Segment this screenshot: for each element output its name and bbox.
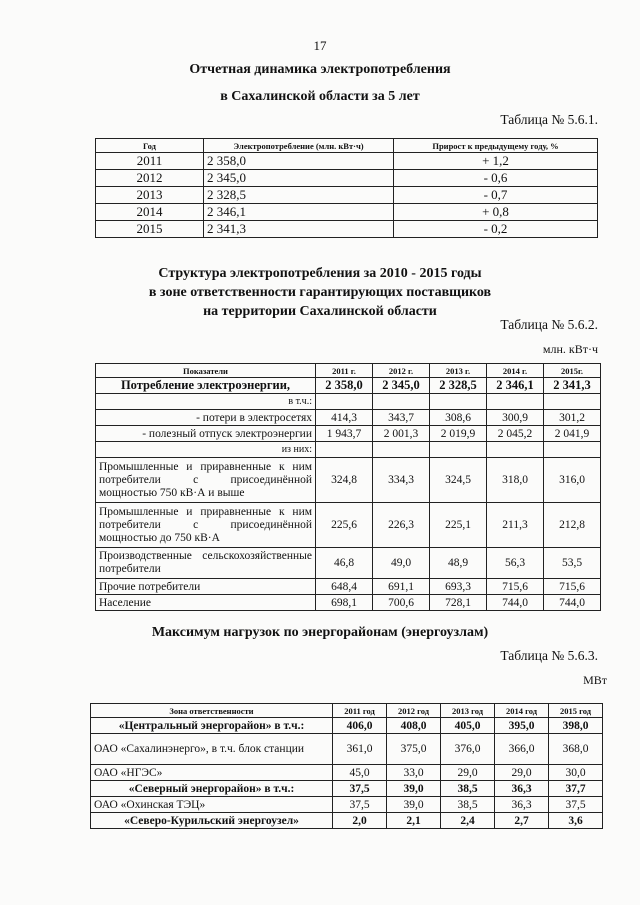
header-cell: 2011 год [333,704,387,718]
value-cell: 648,4 [316,579,373,595]
table-row [91,734,603,765]
value-cell: 308,6 [430,410,487,426]
table2-units: млн. кВт·ч [542,342,598,356]
value-cell: 37,5 [549,797,603,813]
value-cell: 36,3 [495,781,549,797]
value-cell: 300,9 [487,410,544,426]
value-cell: 37,5 [333,797,387,813]
header-cell: 2012 г. [373,364,430,378]
value-cell: 45,0 [333,765,387,781]
value-cell: 33,0 [387,765,441,781]
value-cell [430,442,487,458]
indicator-cell: Потребление электроэнергии, [96,378,316,394]
value-cell: 48,9 [430,548,487,579]
value-cell: 2 328,5 [204,187,394,204]
value-cell: 2 341,3 [544,378,601,394]
value-cell: 301,2 [544,410,601,426]
value-cell: 2 328,5 [430,378,487,394]
header-cell: 2012 год [387,704,441,718]
value-cell: 368,0 [549,734,603,765]
value-cell: 3,6 [549,813,603,829]
header-cell: Показатели [96,364,316,378]
table-row [96,595,601,611]
header-cell: Прирост к предыдущему году, % [394,139,598,153]
value-cell: 715,6 [487,579,544,595]
table-row [96,187,598,204]
value-cell: 334,3 [373,458,430,503]
header-cell: 2014 г. [487,364,544,378]
header-cell: Электропотребление (млн. кВт·ч) [204,139,394,153]
table-row [91,718,603,734]
indicator-cell: Производственные сельскохозяйственные потребители [96,548,316,579]
value-cell [316,394,373,410]
table-row [96,410,601,426]
zone-cell: «Северо-Курильский энергоузел» [91,813,333,829]
growth-cell: - 0,6 [394,170,598,187]
value-cell: 744,0 [544,595,601,611]
value-cell [544,394,601,410]
table-consumption-structure [95,363,601,611]
zone-cell: ОАО «НГЭС» [91,765,333,781]
value-cell: 406,0 [333,718,387,734]
value-cell: 36,3 [495,797,549,813]
table-row [96,378,601,394]
value-cell: 30,0 [549,765,603,781]
zone-cell: ОАО «Сахалинэнерго», в т.ч. блок станции [91,734,333,765]
value-cell: 225,1 [430,503,487,548]
value-cell: 395,0 [495,718,549,734]
value-cell: 2 041,9 [544,426,601,442]
section2-title-line2: в зоне ответственности гарантирующих поставщиков [148,285,492,300]
growth-cell: + 1,2 [394,153,598,170]
value-cell: 691,1 [373,579,430,595]
value-cell: 2 358,0 [204,153,394,170]
zone-cell: «Центральный энергорайон» в т.ч.: [91,718,333,734]
section1-title-line2: в Сахалинской области за 5 лет [220,89,420,104]
indicator-cell: в т.ч.: [96,394,316,410]
zone-cell: ОАО «Охинская ТЭЦ» [91,797,333,813]
value-cell: 2 045,2 [487,426,544,442]
year-cell: 2011 [96,153,204,170]
year-cell: 2013 [96,187,204,204]
indicator-cell: - полезный отпуск электроэнергии [96,426,316,442]
section3-title: Максимум нагрузок по энергорайонам (энергоузлам) [151,625,489,640]
value-cell: 398,0 [549,718,603,734]
table-row [96,394,601,410]
indicator-cell: Население [96,595,316,611]
value-cell: 324,8 [316,458,373,503]
value-cell: 408,0 [387,718,441,734]
indicator-cell: - потери в электросетях [96,410,316,426]
year-cell: 2015 [96,221,204,238]
table-row [96,153,598,170]
value-cell: 46,8 [316,548,373,579]
value-cell: 2 346,1 [487,378,544,394]
table-header-row [96,364,601,378]
section2-title-line3: на территории Сахалинской области [203,304,437,319]
value-cell: 211,3 [487,503,544,548]
value-cell: 324,5 [430,458,487,503]
header-cell: 2013 год [441,704,495,718]
table1-label: Таблица № 5.6.1. [500,112,598,127]
table-row [91,813,603,829]
value-cell [487,394,544,410]
value-cell [430,394,487,410]
table3-units: МВт [583,673,607,687]
indicator-cell: Промышленные и приравненные к ним потребители с присоединённой мощностью 750 кВ·А и выше [96,458,316,503]
value-cell: 700,6 [373,595,430,611]
value-cell: 316,0 [544,458,601,503]
table-row [96,458,601,503]
value-cell: 2 345,0 [373,378,430,394]
value-cell: 56,3 [487,548,544,579]
table3-label: Таблица № 5.6.3. [500,648,598,663]
table-row [96,548,601,579]
growth-cell: - 0,7 [394,187,598,204]
value-cell: 2,1 [387,813,441,829]
value-cell: 49,0 [373,548,430,579]
value-cell: 361,0 [333,734,387,765]
table-row [96,170,598,187]
section2-title-line1: Структура электропотребления за 2010 - 2015 годы [158,266,482,281]
value-cell: 376,0 [441,734,495,765]
value-cell: 39,0 [387,797,441,813]
value-cell: 2,7 [495,813,549,829]
indicator-cell: Прочие потребители [96,579,316,595]
value-cell: 1 943,7 [316,426,373,442]
value-cell [487,442,544,458]
header-cell: Зона ответственности [91,704,333,718]
value-cell: 2 358,0 [316,378,373,394]
value-cell: 2 345,0 [204,170,394,187]
table-max-loads [90,703,603,829]
table-row [91,765,603,781]
table-consumption-dynamics [95,138,598,238]
table-row [91,797,603,813]
value-cell: 53,5 [544,548,601,579]
table-row [96,221,598,238]
table-header-row [96,139,598,153]
table-row [96,579,601,595]
value-cell: 29,0 [441,765,495,781]
year-cell: 2014 [96,204,204,221]
value-cell: 693,3 [430,579,487,595]
value-cell: 29,0 [495,765,549,781]
value-cell: 2,4 [441,813,495,829]
value-cell: 366,0 [495,734,549,765]
growth-cell: + 0,8 [394,204,598,221]
table-row [96,426,601,442]
value-cell [316,442,373,458]
page-number: 17 [313,38,327,53]
indicator-cell: из них: [96,442,316,458]
table-row [96,204,598,221]
value-cell: 2,0 [333,813,387,829]
table-row [96,442,601,458]
value-cell [373,442,430,458]
value-cell: 715,6 [544,579,601,595]
zone-cell: «Северный энергорайон» в т.ч.: [91,781,333,797]
value-cell: 38,5 [441,781,495,797]
header-cell: 2014 год [495,704,549,718]
value-cell: 226,3 [373,503,430,548]
value-cell: 318,0 [487,458,544,503]
value-cell: 212,8 [544,503,601,548]
header-cell: Год [96,139,204,153]
value-cell: 414,3 [316,410,373,426]
value-cell: 38,5 [441,797,495,813]
header-cell: 2015г. [544,364,601,378]
value-cell: 37,5 [333,781,387,797]
value-cell: 2 001,3 [373,426,430,442]
value-cell: 698,1 [316,595,373,611]
value-cell: 343,7 [373,410,430,426]
growth-cell: - 0,2 [394,221,598,238]
value-cell: 2 341,3 [204,221,394,238]
header-cell: 2015 год [549,704,603,718]
year-cell: 2012 [96,170,204,187]
table2-label: Таблица № 5.6.2. [500,317,598,332]
table-row [91,781,603,797]
value-cell: 225,6 [316,503,373,548]
indicator-cell: Промышленные и приравненные к ним потребители с присоединённой мощностью до 750 кВ·А [96,503,316,548]
header-cell: 2013 г. [430,364,487,378]
value-cell: 2 019,9 [430,426,487,442]
value-cell [373,394,430,410]
value-cell: 744,0 [487,595,544,611]
value-cell: 37,7 [549,781,603,797]
value-cell: 375,0 [387,734,441,765]
table-header-row [91,704,603,718]
value-cell [544,442,601,458]
table-row [96,503,601,548]
value-cell: 405,0 [441,718,495,734]
section1-title-line1: Отчетная динамика электропотребления [189,62,451,77]
value-cell: 39,0 [387,781,441,797]
value-cell: 728,1 [430,595,487,611]
header-cell: 2011 г. [316,364,373,378]
value-cell: 2 346,1 [204,204,394,221]
